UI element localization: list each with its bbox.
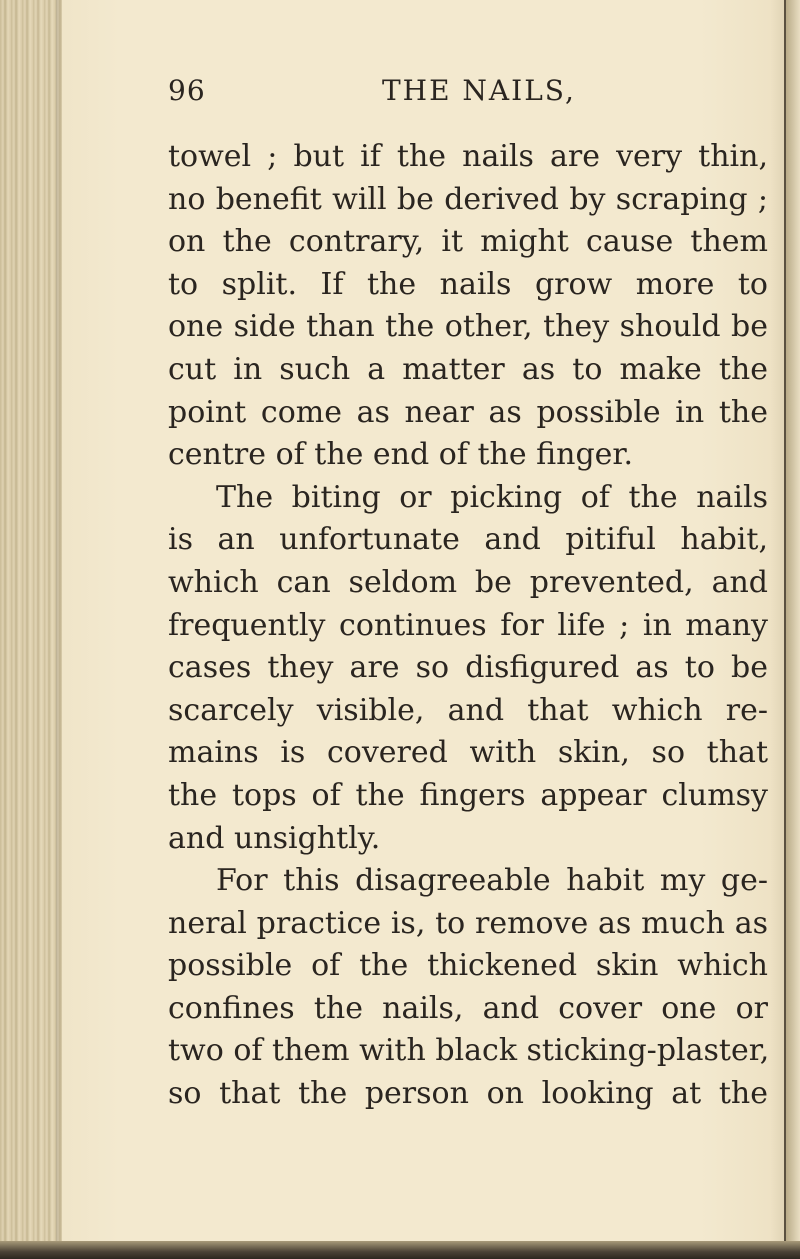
text-line: point come as near as possible in the	[168, 394, 768, 430]
text-line: cases they are so disfigured as to be	[168, 650, 768, 686]
text-line: For this disagreeable habit my ge-	[216, 863, 768, 899]
page-number: 96	[168, 74, 206, 107]
text-line: scarcely visible, and that which re-	[168, 692, 768, 728]
text-line: one side than the other, they should be	[168, 309, 768, 345]
text-line: confines the nails, and cover one or	[168, 990, 768, 1026]
text-line: on the contrary, it might cause them	[168, 224, 768, 260]
text-line: centre of the end of the finger.	[168, 437, 633, 473]
text-line: the tops of the fingers appear clumsy	[168, 777, 768, 813]
next-page-edge	[784, 0, 800, 1259]
text-line: neral practice is, to remove as much as	[168, 905, 768, 941]
text-line: and unsightly.	[168, 820, 381, 856]
text-line: two of them with black sticking-plaster,	[168, 1033, 770, 1069]
text-line: which can seldom be prevented, and	[168, 564, 768, 600]
text-line: towel ; but if the nails are very thin,	[168, 139, 768, 174]
page-bottom-shadow	[0, 1241, 800, 1259]
text-line: so that the person on looking at the	[168, 1076, 768, 1112]
running-head: THE NAILS,	[382, 74, 576, 107]
text-line: no benefit will be derived by scraping ;	[168, 181, 768, 217]
text-line: mains is covered with skin, so that	[168, 735, 768, 771]
body-text	[168, 136, 768, 1116]
book-binding-gutter	[0, 0, 62, 1259]
text-line: cut in such a matter as to make the	[168, 351, 768, 387]
text-line: possible of the thickened skin which	[168, 948, 768, 984]
text-line: The biting or picking of the nails	[216, 479, 768, 515]
text-line: to split. If the nails grow more to	[168, 266, 768, 302]
text-line: is an unfortunate and pitiful habit,	[168, 522, 768, 558]
page-header	[168, 74, 768, 114]
text-line: frequently continues for life ; in many	[168, 607, 768, 643]
